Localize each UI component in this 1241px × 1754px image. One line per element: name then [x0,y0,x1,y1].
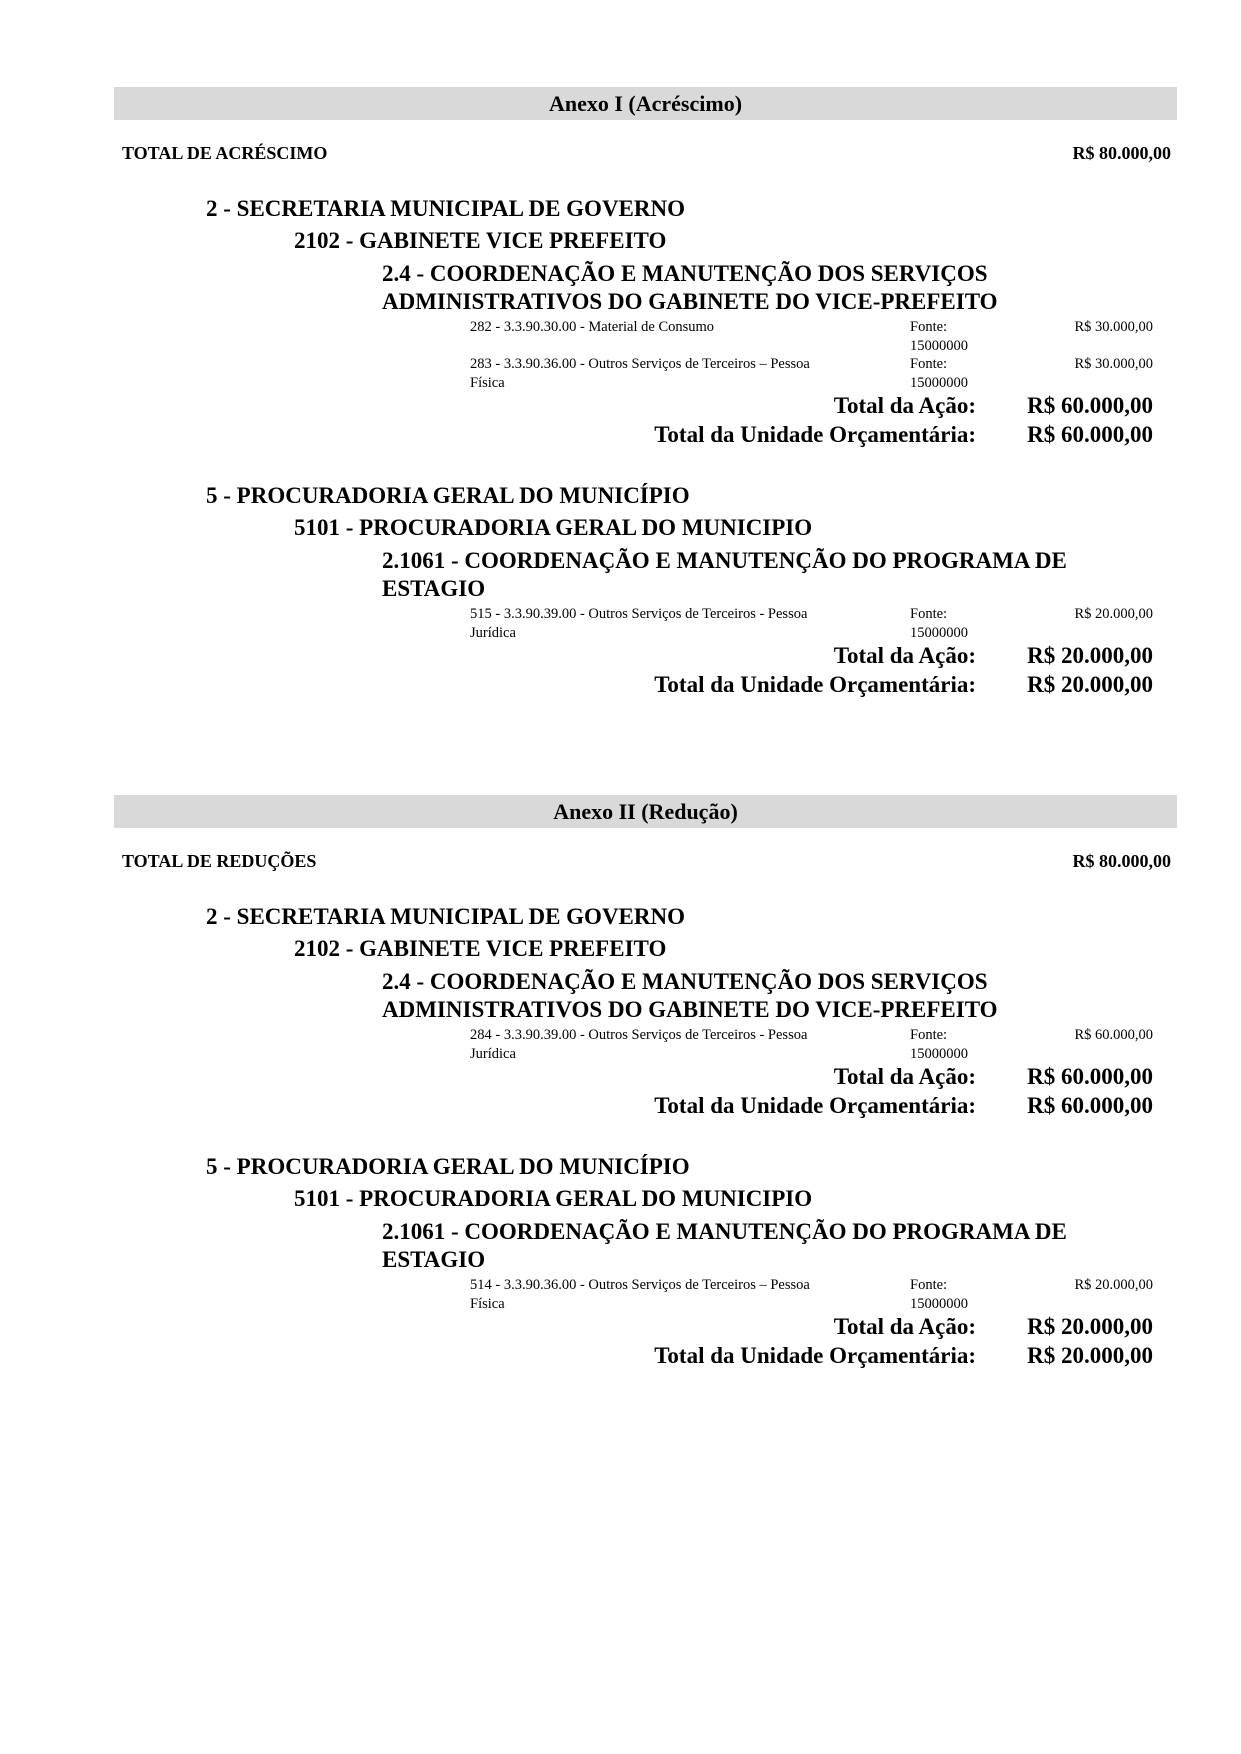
item-description [470,1026,880,1064]
total-acao-label: Total da Ação: [833,643,976,668]
fonte-code: 15000000 [910,625,968,641]
annex-1-total-value: R$ 80.000,00 [1072,143,1171,163]
item-fonte [910,605,990,643]
item-fonte [910,355,990,393]
acao-line: 2.4 - COORDENAÇÃO E MANUTENÇÃO DOS SERVIÇOS [382,261,988,286]
item-desc-line: 514 - 3.3.90.36.00 - Outros Serviços de Terceiros – Pessoa [470,1277,810,1293]
item-fonte [910,1026,990,1064]
annex-1-title: Anexo I (Acréscimo) [114,87,1177,120]
item-desc-line: Jurídica [470,625,516,641]
annex-1-total-label: TOTAL DE ACRÉSCIMO [122,143,328,163]
item-desc-line: 282 - 3.3.90.30.00 - Material de Consumo [470,319,715,335]
fonte-label: Fonte: [910,606,948,622]
item-description [470,318,880,337]
total-acao-value: R$ 60.000,00 [1027,1064,1153,1089]
acao-line: 2.1061 - COORDENAÇÃO E MANUTENÇÃO DO PROGRAMA DE [382,1219,1067,1244]
total-unidade-value: R$ 60.000,00 [1027,422,1153,447]
item-description [470,1276,880,1314]
fonte-code: 15000000 [910,1046,968,1062]
acao-line: ADMINISTRATIVOS DO GABINETE DO VICE-PREFEITO [382,289,998,314]
item-desc-line: 283 - 3.3.90.36.00 - Outros Serviços de Terceiros – Pessoa [470,356,810,372]
item-desc-line: 515 - 3.3.90.39.00 - Outros Serviços de Terceiros - Pessoa [470,606,808,622]
annex-2-total-value: R$ 80.000,00 [1072,851,1171,871]
unidade-heading: 5101 - PROCURADORIA GERAL DO MUNICIPIO [294,515,813,540]
secretaria-heading: 2 - SECRETARIA MUNICIPAL DE GOVERNO [206,904,686,929]
acao-heading [382,1218,1142,1274]
acao-line: ADMINISTRATIVOS DO GABINETE DO VICE-PREFEITO [382,997,998,1022]
total-acao-value: R$ 20.000,00 [1027,1314,1153,1339]
item-desc-line: Jurídica [470,1046,516,1062]
fonte-label: Fonte: [910,356,948,372]
fonte-code: 15000000 [910,338,968,354]
item-desc-line: Física [470,1296,505,1312]
total-acao-label: Total da Ação: [833,393,976,418]
item-description [470,605,880,643]
item-fonte [910,1276,990,1314]
fonte-label: Fonte: [910,319,948,335]
acao-line: ESTAGIO [382,576,486,601]
item-fonte [910,318,990,356]
unidade-heading: 2102 - GABINETE VICE PREFEITO [294,228,667,253]
total-unidade-value: R$ 60.000,00 [1027,1093,1153,1118]
annex-2-title: Anexo II (Redução) [114,795,1177,828]
total-acao-label: Total da Ação: [833,1064,976,1089]
acao-heading [382,260,1142,316]
unidade-heading: 5101 - PROCURADORIA GERAL DO MUNICIPIO [294,1186,813,1211]
total-unidade-label: Total da Unidade Orçamentária: [654,422,976,447]
secretaria-heading: 5 - PROCURADORIA GERAL DO MUNICÍPIO [206,483,690,508]
total-unidade-label: Total da Unidade Orçamentária: [654,672,976,697]
total-acao-value: R$ 20.000,00 [1027,643,1153,668]
fonte-code: 15000000 [910,1296,968,1312]
acao-heading [382,547,1142,603]
total-acao-label: Total da Ação: [833,1314,976,1339]
total-unidade-label: Total da Unidade Orçamentária: [654,1343,976,1368]
acao-line: 2.4 - COORDENAÇÃO E MANUTENÇÃO DOS SERVIÇOS [382,969,988,994]
acao-line: 2.1061 - COORDENAÇÃO E MANUTENÇÃO DO PROGRAMA DE [382,548,1067,573]
fonte-label: Fonte: [910,1027,948,1043]
item-value: R$ 20.000,00 [1074,1277,1153,1293]
item-value: R$ 30.000,00 [1074,319,1153,335]
total-acao-value: R$ 60.000,00 [1027,393,1153,418]
total-unidade-value: R$ 20.000,00 [1027,1343,1153,1368]
item-desc-line: 284 - 3.3.90.39.00 - Outros Serviços de Terceiros - Pessoa [470,1027,808,1043]
item-value: R$ 30.000,00 [1074,356,1153,372]
secretaria-heading: 2 - SECRETARIA MUNICIPAL DE GOVERNO [206,196,686,221]
item-desc-line: Física [470,375,505,391]
acao-line: ESTAGIO [382,1247,486,1272]
item-value: R$ 60.000,00 [1074,1027,1153,1043]
annex-2-total-label: TOTAL DE REDUÇÕES [122,851,317,871]
fonte-code: 15000000 [910,375,968,391]
item-description [470,355,880,393]
total-unidade-value: R$ 20.000,00 [1027,672,1153,697]
acao-heading [382,968,1142,1024]
total-unidade-label: Total da Unidade Orçamentária: [654,1093,976,1118]
unidade-heading: 2102 - GABINETE VICE PREFEITO [294,936,667,961]
secretaria-heading: 5 - PROCURADORIA GERAL DO MUNICÍPIO [206,1154,690,1179]
item-value: R$ 20.000,00 [1074,606,1153,622]
fonte-label: Fonte: [910,1277,948,1293]
